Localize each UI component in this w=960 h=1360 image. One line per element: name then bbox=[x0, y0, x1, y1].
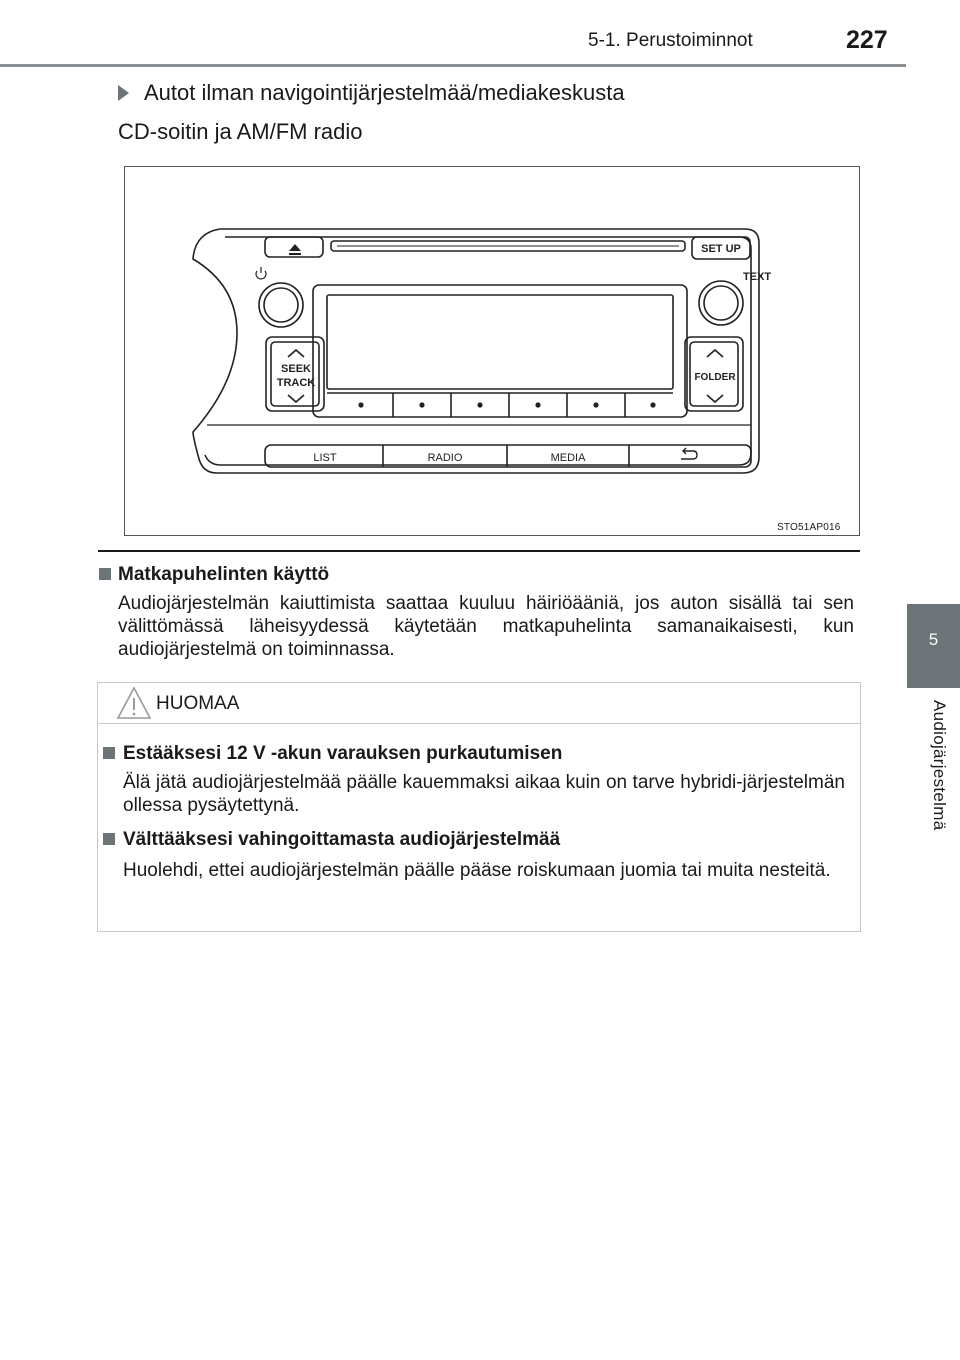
section-heading: Matkapuhelinten käyttö bbox=[118, 564, 330, 585]
seek-label: SEEK bbox=[281, 363, 311, 375]
triangle-bullet-icon bbox=[118, 85, 129, 101]
track-label: TRACK bbox=[276, 377, 316, 389]
chapter-title: Audiojärjestelmä bbox=[930, 700, 949, 831]
notice-item-body: Huolehdi, ettei audiojärjestelmän päälle pääse roiskumaan juomia tai muita nesteitä. bbox=[123, 860, 831, 881]
running-header-section: 5-1. Perustoiminnot bbox=[588, 30, 753, 51]
square-bullet-icon bbox=[103, 833, 115, 845]
chapter-number: 5 bbox=[928, 630, 939, 649]
notice-item-body: Älä jätä audiojärjestelmää päälle kauemmaksi aikaa kuin on tarve hybridi-järjestelmän ollessa pysäytettynä. bbox=[123, 772, 845, 816]
notice-title: HUOMAA bbox=[156, 693, 240, 714]
notice-box bbox=[97, 682, 861, 932]
audio-unit-illustration bbox=[125, 167, 861, 537]
setup-label: SET UP bbox=[701, 243, 741, 255]
audio-unit-figure bbox=[124, 166, 860, 536]
subheading: Autot ilman navigointijärjestelmää/mediakeskusta bbox=[144, 80, 625, 105]
notice-item-heading: Estääksesi 12 V -akun varauksen purkautumisen bbox=[123, 743, 563, 764]
warning-triangle-icon bbox=[116, 685, 152, 721]
folder-label: FOLDER bbox=[694, 372, 736, 383]
figure-caption: CD-soitin ja AM/FM radio bbox=[118, 119, 363, 144]
square-bullet-icon bbox=[103, 747, 115, 759]
header-rule bbox=[0, 64, 906, 67]
radio-label: RADIO bbox=[427, 452, 463, 464]
page-number: 227 bbox=[846, 26, 888, 54]
notice-header-rule bbox=[98, 723, 860, 724]
list-label: LIST bbox=[313, 452, 337, 464]
notice-item-heading: Välttääksesi vahingoittamasta audiojärjestelmää bbox=[123, 829, 561, 850]
square-bullet-icon bbox=[99, 568, 111, 580]
section-rule bbox=[98, 550, 860, 552]
media-label: MEDIA bbox=[550, 452, 586, 464]
text-label: TEXT bbox=[742, 271, 772, 283]
figure-code: STO51AP016 bbox=[777, 522, 841, 533]
chapter-tab bbox=[907, 604, 960, 688]
section-body: Audiojärjestelmän kaiuttimista saattaa kuuluu häiriöääniä, jos auton sisällä tai sen välittömässä läheisyydessä käytetään matkapuhelinta samanaikaisesti, kun audiojärjestelmä on toiminnassa. bbox=[118, 593, 854, 660]
